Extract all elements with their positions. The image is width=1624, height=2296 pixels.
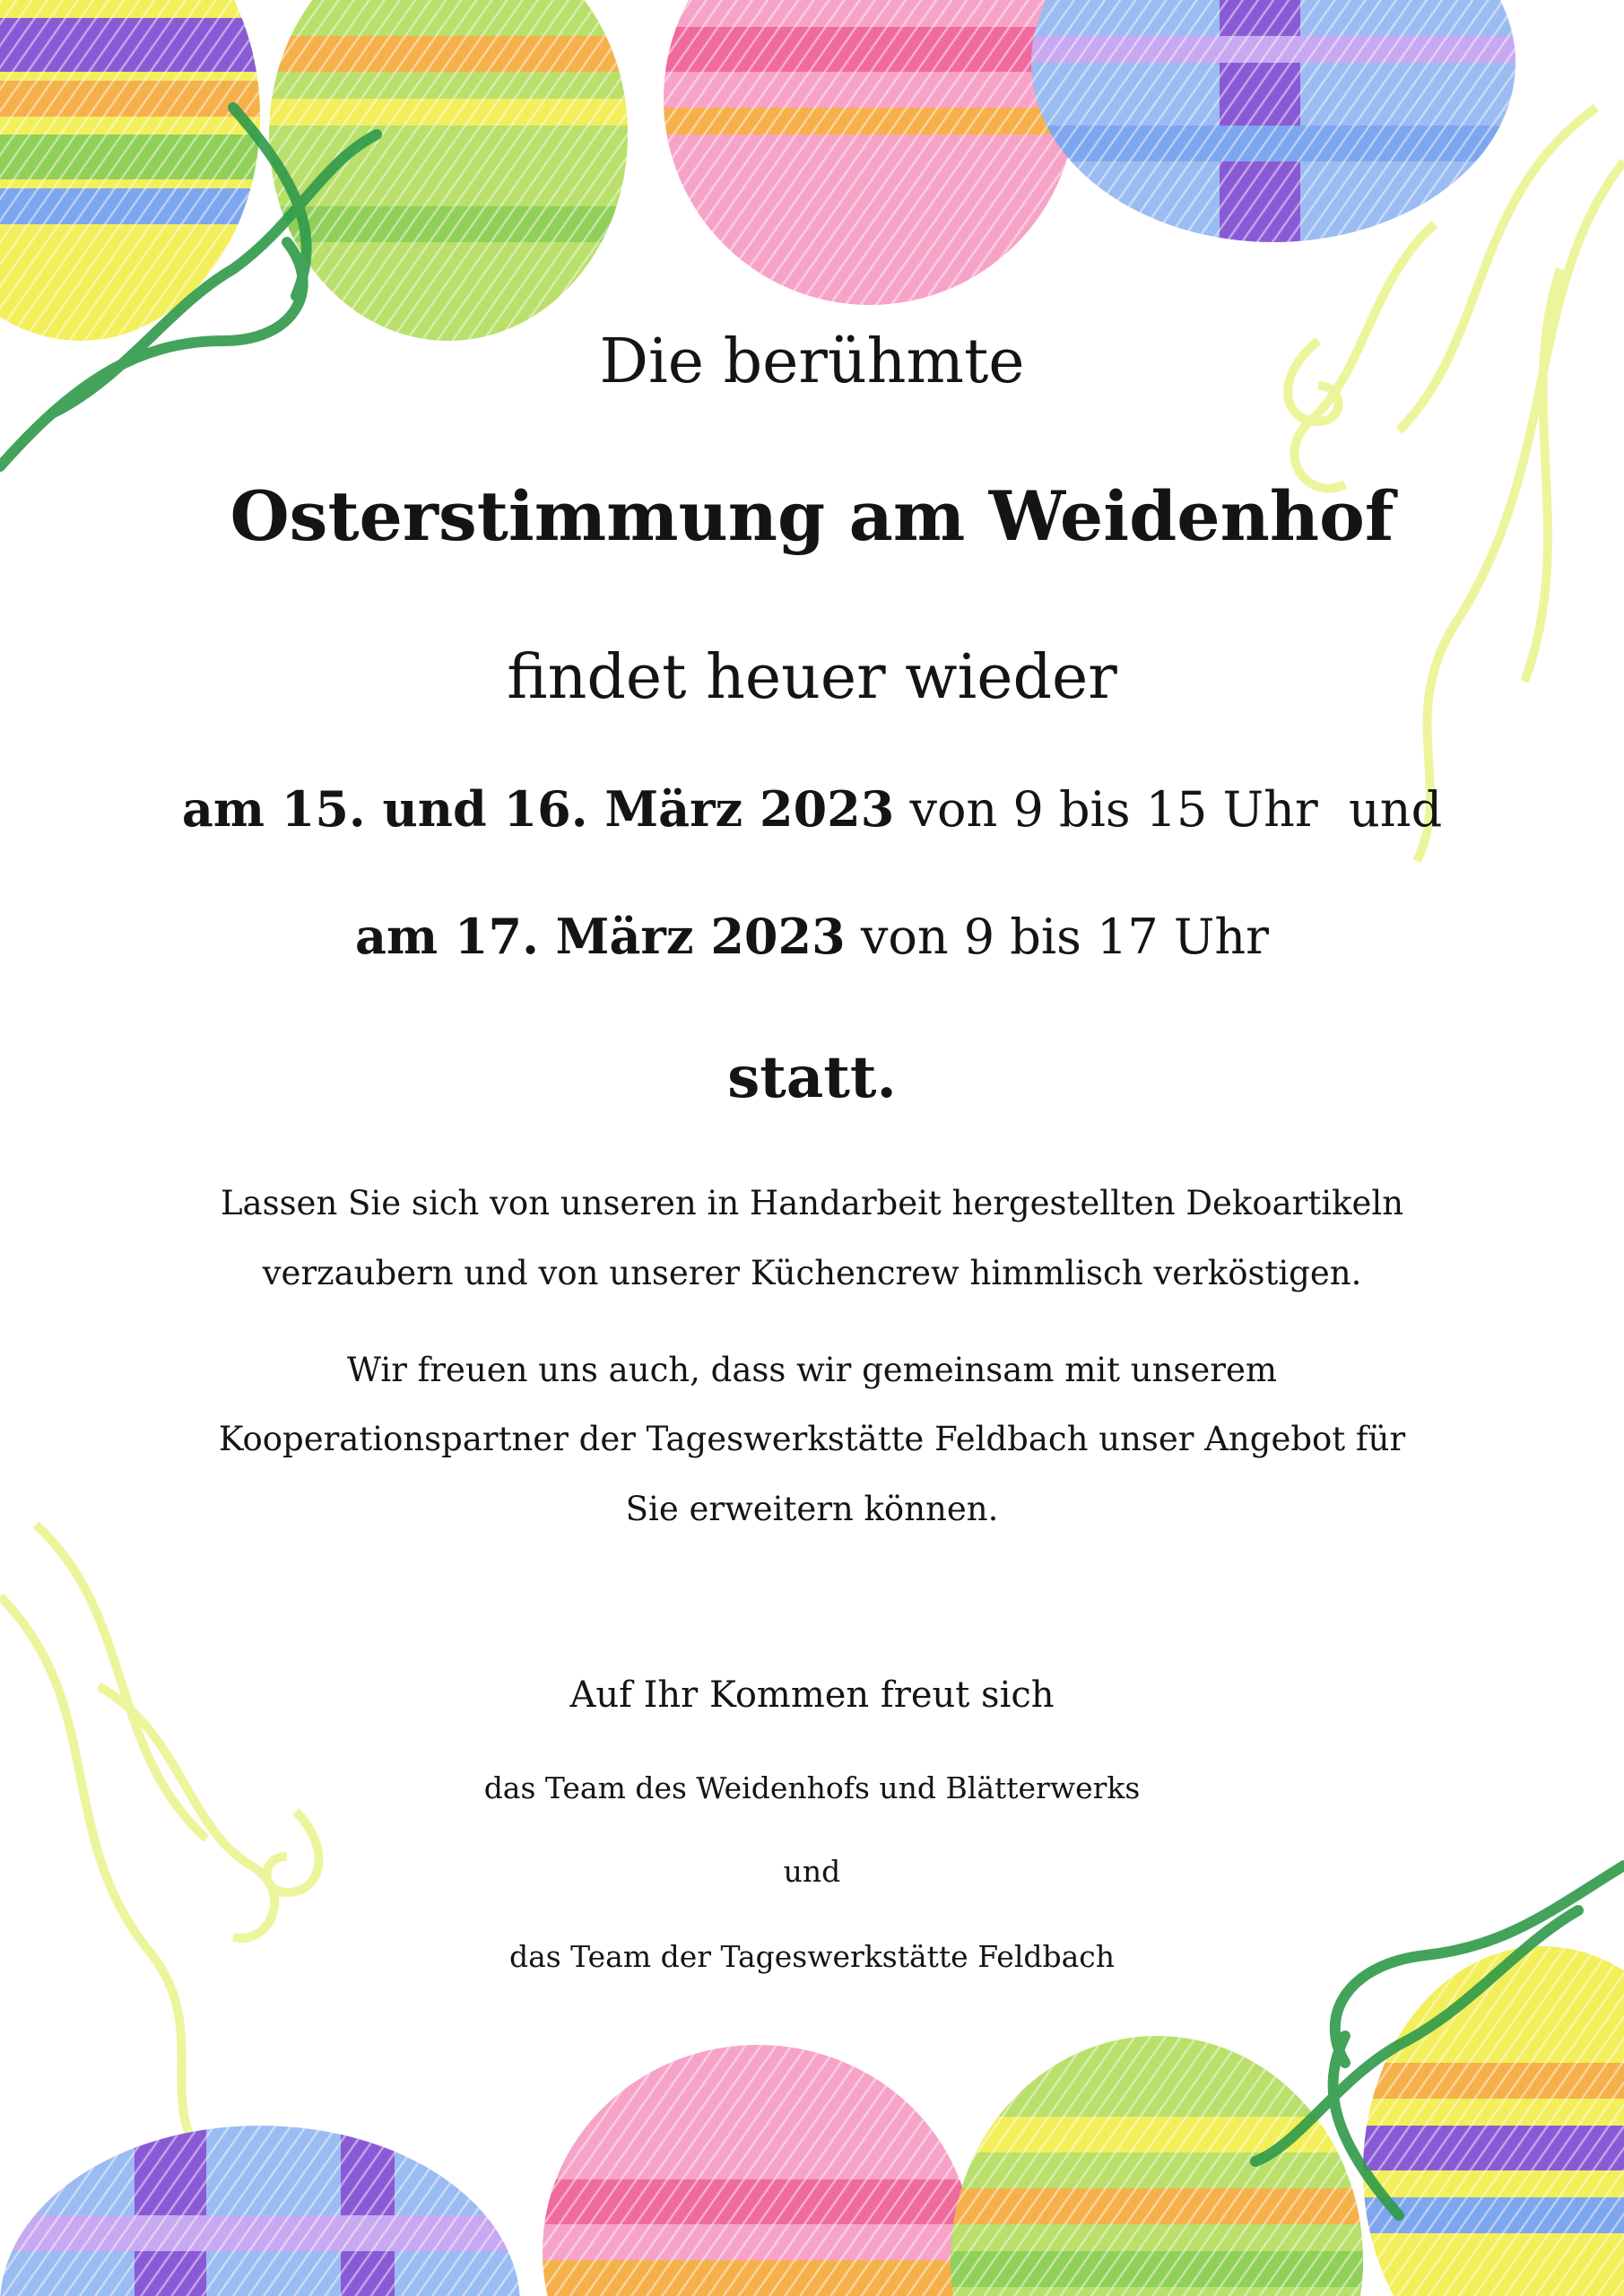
intro-line: Die berühmte bbox=[599, 326, 1025, 397]
signoff-greeting: Auf Ihr Kommen freut sich bbox=[569, 1674, 1055, 1716]
date-line-2 bbox=[0, 908, 1624, 965]
date-line-1-times: von 9 bis 15 Uhr bbox=[894, 781, 1318, 838]
easter-egg-icon bbox=[942, 2036, 1372, 2296]
easter-egg-icon bbox=[655, 0, 1085, 305]
date-line-1-und: und bbox=[1349, 781, 1443, 838]
paragraph-1-line-1: Lassen Sie sich von unseren in Handarbeit hergestellten Dekoartikeln bbox=[220, 1184, 1404, 1222]
date-line-1-dates: am 15. und 16. März 2023 bbox=[181, 780, 895, 838]
easter-egg-icon bbox=[0, 2126, 529, 2296]
easter-egg-icon bbox=[538, 2045, 977, 2296]
signoff-team-1: das Team des Weidenhofs und Blätterwerks bbox=[483, 1770, 1141, 1805]
date-line-1 bbox=[0, 780, 1624, 838]
easter-egg-icon bbox=[0, 0, 269, 350]
event-title: Osterstimmung am Weidenhof bbox=[230, 476, 1394, 556]
date-line-2-date: am 17. März 2023 bbox=[355, 908, 846, 965]
statt-line: statt. bbox=[727, 1044, 897, 1111]
swirl-vine-icon bbox=[0, 1525, 318, 2152]
easter-egg-icon bbox=[1022, 0, 1524, 251]
paragraph-2-line-1: Wir freuen uns auch, dass wir gemeinsam mit unserem bbox=[347, 1351, 1277, 1389]
paragraph-1-line-2: verzaubern und von unserer Küchencrew himmlisch verköstigen. bbox=[262, 1254, 1362, 1292]
easter-egg-icon bbox=[260, 0, 637, 350]
subtitle-line: findet heuer wieder bbox=[507, 642, 1117, 713]
paragraph-2-line-2: Kooperationspartner der Tageswerkstätte Feldbach unser Angebot für bbox=[218, 1420, 1406, 1458]
easter-egg-icon bbox=[1363, 1946, 1624, 2296]
date-line-2-times: von 9 bis 17 Uhr bbox=[845, 909, 1269, 965]
paragraph-2-line-3: Sie erweitern können. bbox=[625, 1490, 999, 1528]
signoff-and: und bbox=[783, 1854, 841, 1889]
signoff-team-2: das Team der Tageswerkstätte Feldbach bbox=[508, 1939, 1116, 1974]
